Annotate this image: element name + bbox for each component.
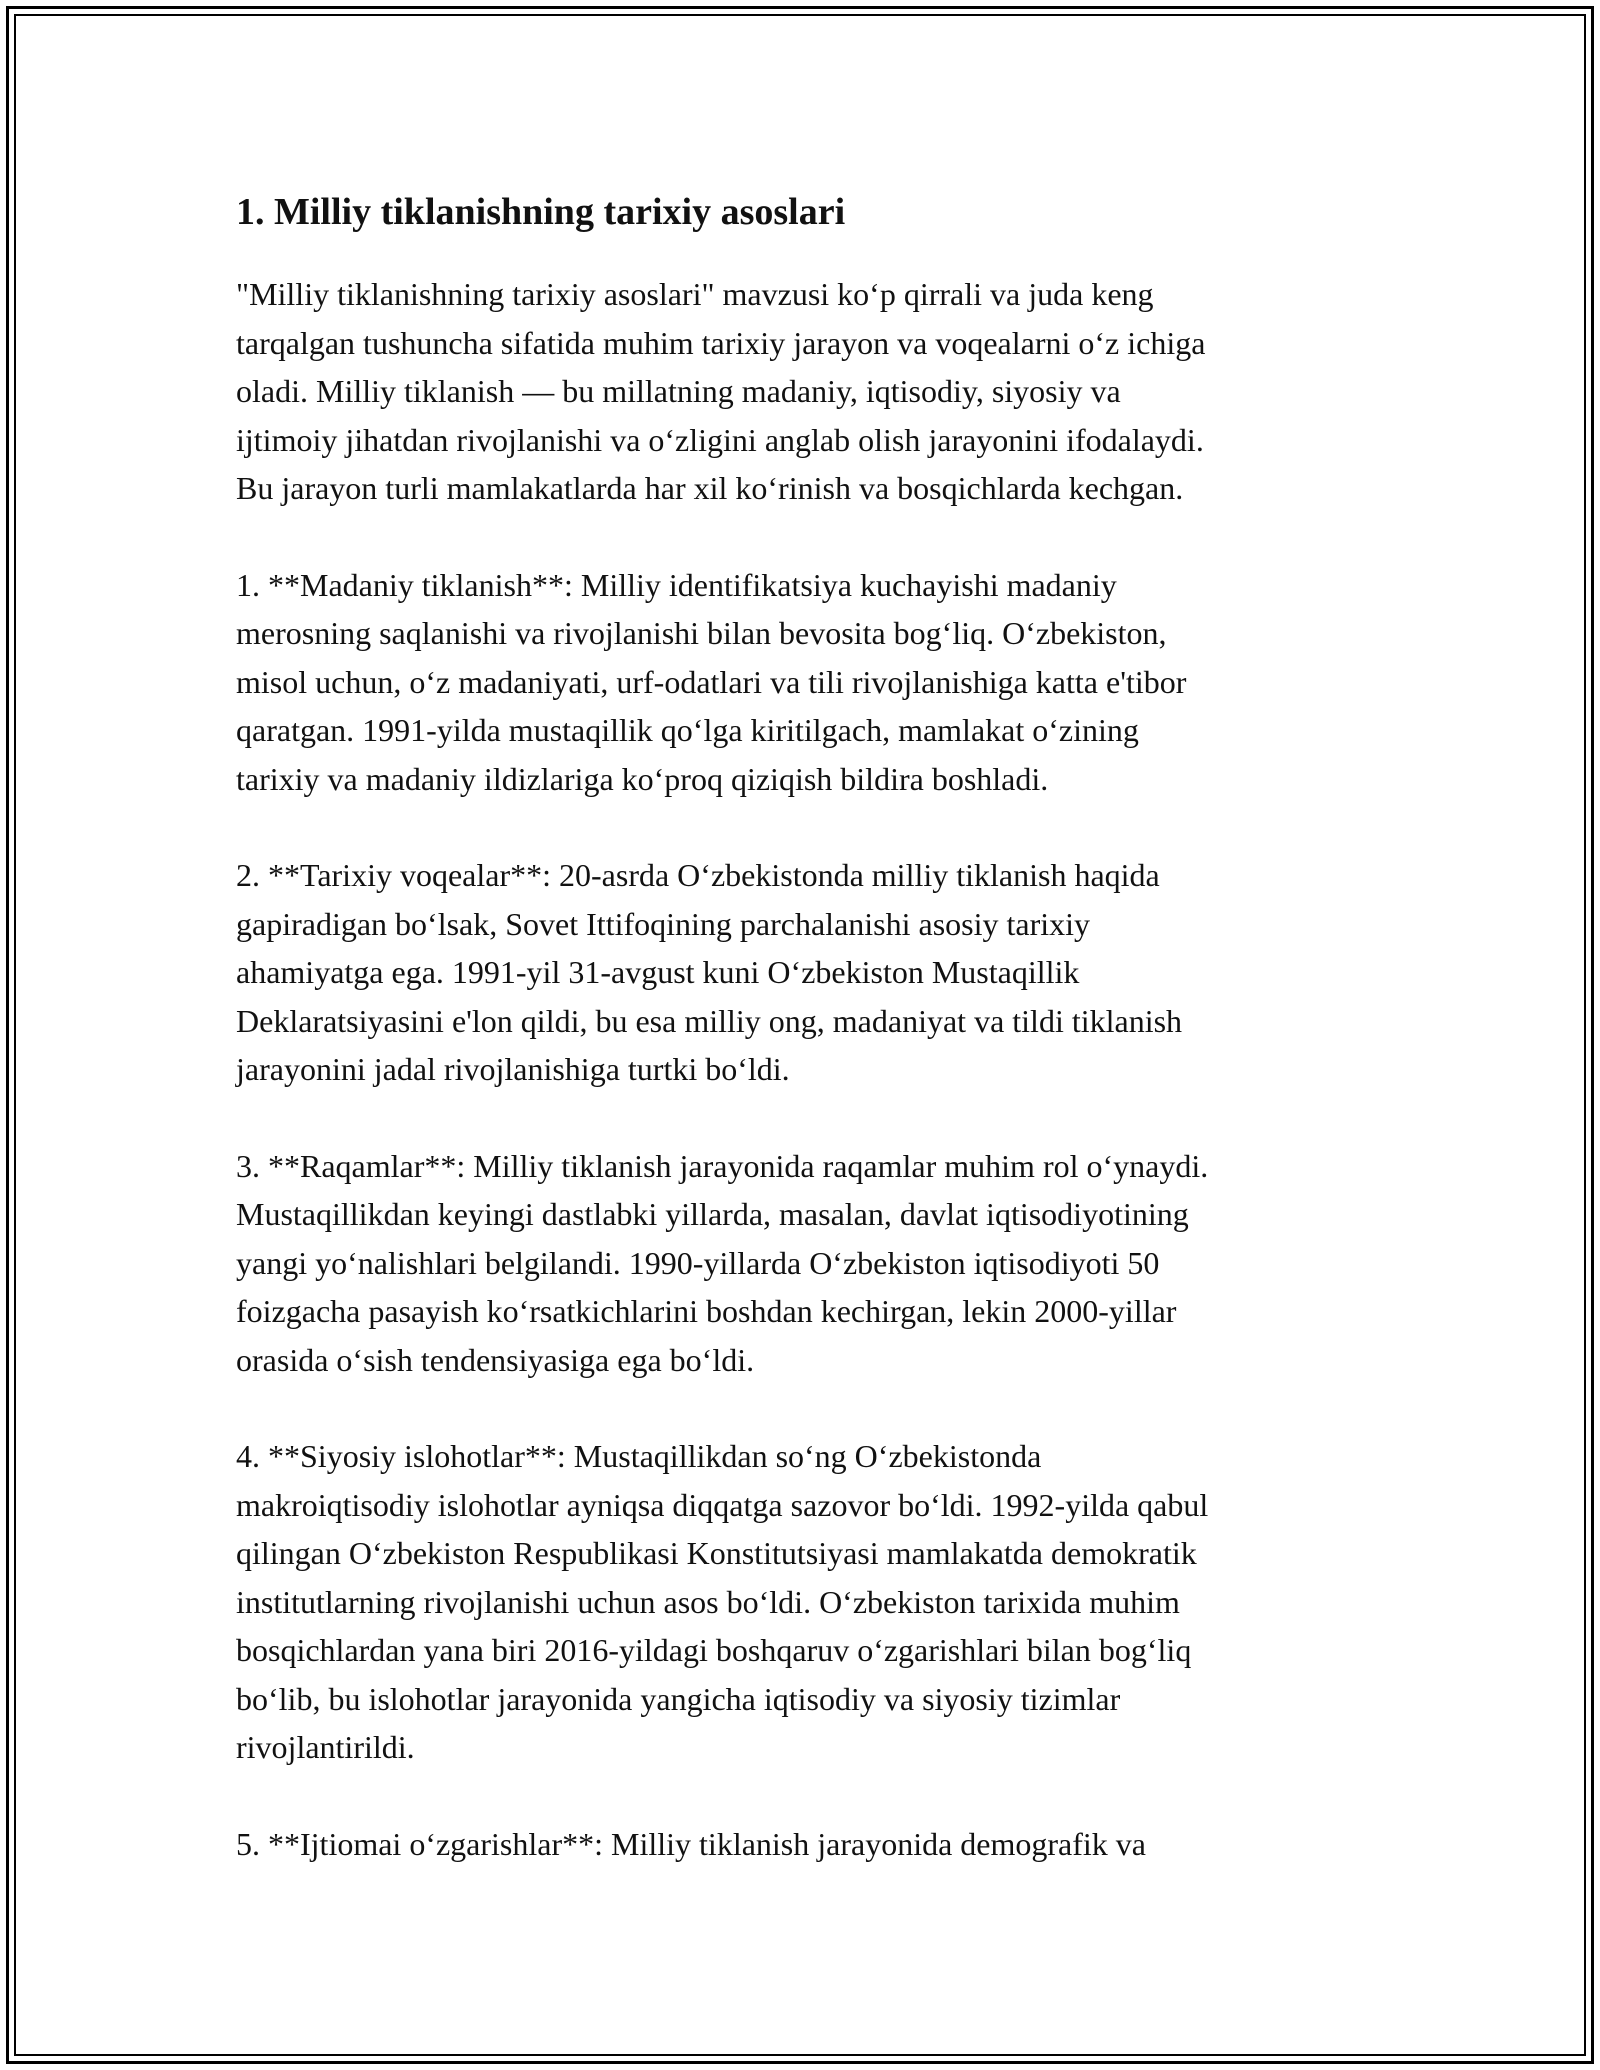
text-line: "Milliy tiklanishning tarixiy asoslari" mavzusi koʻp qirrali va juda keng [236, 276, 1154, 312]
text-line: misol uchun, oʻz madaniyati, urf-odatlari va tili rivojlanishiga katta e'tibor [236, 663, 1187, 700]
text-line: jarayonini jadal rivojlanishiga turtki boʻldi. [236, 1051, 790, 1087]
text-line: Mustaqillikdan keyingi dastlabki yillarda, masalan, davlat iqtisodiyotining [236, 1196, 1189, 1232]
text-line: foizgacha pasayish koʻrsatkichlarini boshdan kechirgan, lekin 2000-yillar [236, 1293, 1177, 1329]
text-line: tarqalgan tushuncha sifatida muhim tarixiy jarayon va voqealarni oʻz ichiga [236, 324, 1206, 361]
text-line: 4. **Siyosiy islohotlar**: Mustaqillikdan soʻng Oʻzbekistonda [236, 1438, 1042, 1474]
text-line: qaratgan. 1991-yilda mustaqillik qoʻlga kiritilgach, mamlakat oʻzining [236, 712, 1139, 748]
text-line: bosqichlardan yana biri 2016-yildagi boshqaruv oʻzgarishlari bilan bogʻliq [236, 1632, 1192, 1668]
text-line: rivojlantirildi. [236, 1729, 415, 1765]
paragraph-1 [236, 270, 1366, 513]
paragraph-list [236, 270, 1366, 1868]
text-line: Deklaratsiyasini e'lon qildi, bu esa milliy ong, madaniyat va tildi tiklanish [236, 1002, 1183, 1039]
text-line: merosning saqlanishi va rivojlanishi bilan bevosita bogʻliq. Oʻzbekiston, [236, 615, 1167, 651]
paragraph-6 [236, 1820, 1366, 1869]
text-line: 2. **Tarixiy voqealar**: 20-asrda Oʻzbekistonda milliy tiklanish haqida [236, 857, 1160, 893]
text-line: Bu jarayon turli mamlakatlarda har xil koʻrinish va bosqichlarda kechgan. [236, 470, 1184, 506]
text-line: institutlarning rivojlanishi uchun asos boʻldi. Oʻzbekiston tarixida muhim [236, 1583, 1180, 1620]
document-body [236, 188, 1366, 1916]
text-line: yangi yoʻnalishlari belgilandi. 1990-yillarda Oʻzbekiston iqtisodiyoti 50 [236, 1244, 1160, 1281]
text-line: ahamiyatga ega. 1991-yil 31-avgust kuni Oʻzbekiston Mustaqillik [236, 954, 1080, 990]
text-line: orasida oʻsish tendensiyasiga ega boʻldi. [236, 1341, 755, 1378]
text-line: 5. **Ijtiomai oʻzgarishlar**: Milliy tiklanish jarayonida demografik va [236, 1825, 1146, 1862]
paragraph-2 [236, 561, 1366, 804]
text-line: qilingan Oʻzbekiston Respublikasi Konstitutsiyasi mamlakatda demokratik [236, 1535, 1197, 1571]
text-line: ijtimoiy jihatdan rivojlanishi va oʻzligini anglab olish jarayonini ifodalaydi. [236, 421, 1204, 458]
text-line: makroiqtisodiy islohotlar ayniqsa diqqatga sazovor boʻldi. 1992-yilda qabul [236, 1486, 1209, 1523]
text-line: oladi. Milliy tiklanish — bu millatning madaniy, iqtisodiy, siyosiy va [236, 373, 1121, 409]
text-line: gapiradigan boʻlsak, Sovet Ittifoqining parchalanishi asosiy tarixiy [236, 905, 1091, 942]
text-line: tarixiy va madaniy ildizlariga koʻproq qiziqish bildira boshladi. [236, 760, 1049, 797]
text-line: 3. **Raqamlar**: Milliy tiklanish jarayonida raqamlar muhim rol oʻynaydi. [236, 1147, 1209, 1184]
document-title: 1. Milliy tiklanishning tarixiy asoslari [236, 191, 846, 233]
text-line: boʻlib, bu islohotlar jarayonida yangicha iqtisodiy va siyosiy tizimlar [236, 1680, 1121, 1717]
paragraph-4 [236, 1142, 1366, 1385]
text-line: 1. **Madaniy tiklanish**: Milliy identifikatsiya kuchayishi madaniy [236, 566, 1117, 603]
paragraph-5 [236, 1432, 1366, 1772]
paragraph-3 [236, 851, 1366, 1094]
